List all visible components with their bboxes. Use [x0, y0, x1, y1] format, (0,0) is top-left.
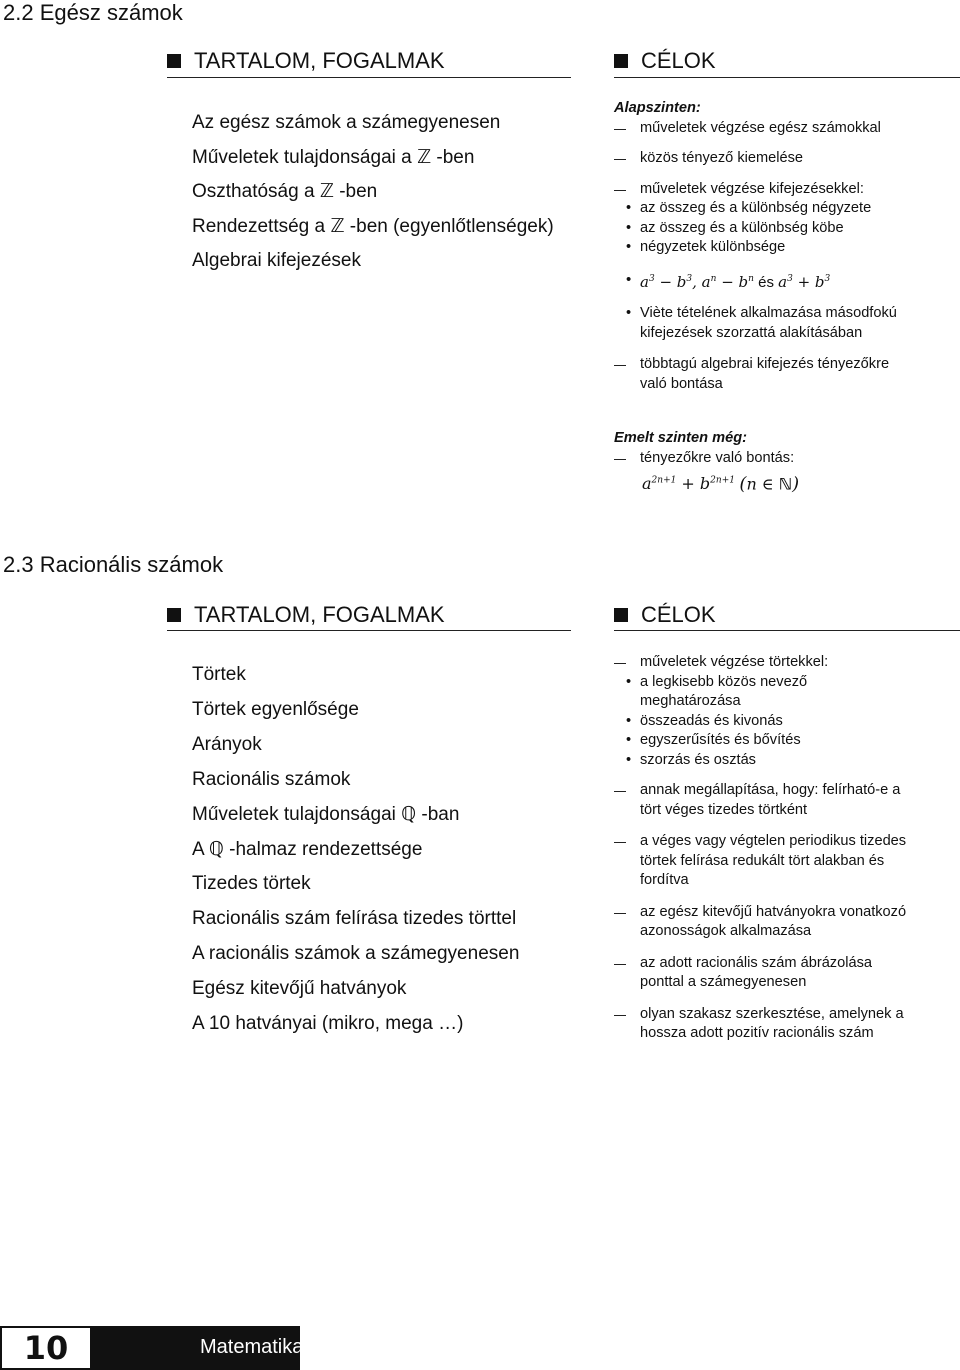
page-number: 10 — [0, 1326, 92, 1370]
content-heading — [167, 602, 445, 628]
goal-item: tényezőkre való bontás: — [614, 449, 960, 469]
goals-heading-text: CÉLOK — [641, 602, 716, 627]
goals-list — [614, 99, 960, 495]
subject-label: Matematika — [200, 1336, 304, 1358]
divider — [614, 77, 960, 78]
content-heading-text: TARTALOM, FOGALMAK — [194, 602, 445, 627]
list-item: Műveletek tulajdonságai a ℤ -ben — [192, 146, 475, 168]
sub-item-continued: kifejezések szorzattá alakításában — [640, 324, 863, 341]
goal-item: a véges vagy végtelen periodikus tizedes — [614, 832, 960, 852]
goals-heading — [614, 48, 716, 74]
list-item: Arányok — [192, 733, 262, 755]
list-item: A ℚ -halmaz rendezettsége — [192, 838, 423, 860]
goal-item-continued: tört véges tizedes törtként — [640, 801, 808, 818]
sub-item: • az összeg és a különbség négyzete — [626, 199, 960, 219]
section-title: 2.2 Egész számok — [3, 0, 183, 25]
content-heading-text: TARTALOM, FOGALMAK — [194, 48, 445, 73]
sub-item: • négyzetek különbsége — [626, 238, 960, 258]
goal-item: az egész kitevőjű hatványokra vonatkozó — [614, 903, 960, 923]
formula-item: $a^{2n+1} + b^{2n+1}$ (n ∈ ℕ) — [642, 473, 800, 495]
sub-item: • egyszerűsítés és bővítés — [626, 731, 960, 751]
square-bullet-icon — [167, 608, 181, 622]
divider — [167, 77, 571, 78]
list-item: Rendezettség a ℤ -ben (egyenlőtlenségek) — [192, 215, 554, 237]
sub-item-continued: meghatározása — [640, 693, 741, 709]
formula-item — [626, 270, 960, 293]
level-label: Alapszinten: — [614, 100, 701, 116]
sub-item: • a legkisebb közös nevező — [626, 673, 960, 693]
list-item: Oszthatóság a ℤ -ben — [192, 181, 378, 203]
goal-item-continued: törtek felírása redukált tört alakban és — [640, 852, 885, 869]
goal-item: az adott racionális szám ábrázolása — [614, 954, 960, 974]
goal-item: annak megállapítása, hogy: felírható-e a — [614, 781, 960, 801]
divider — [614, 630, 960, 631]
sub-item: • az összeg és a különbség köbe — [626, 219, 960, 239]
square-bullet-icon — [614, 54, 628, 68]
list-item: Racionális szám felírása tizedes törttel — [192, 908, 517, 930]
formula-math: $a^3 + b^3$ — [778, 272, 831, 291]
content-list — [192, 106, 554, 279]
goal-item: többtagú algebrai kifejezés tényezőkre — [614, 355, 960, 375]
goal-item: műveletek végzése kifejezésekkel: — [614, 180, 960, 200]
formula-math: $a^3 - b^3$, $a^n - b^n$ — [640, 272, 754, 291]
section-title: 2.3 Racionális számok — [3, 552, 224, 577]
goal-item-continued: ponttal a számegyenesen — [640, 974, 807, 990]
sub-item: • szorzás és osztás — [626, 751, 960, 771]
list-item: Racionális számok — [192, 768, 351, 790]
formula-text: és — [758, 273, 774, 291]
goals-heading — [614, 602, 716, 628]
square-bullet-icon — [167, 54, 181, 68]
content-list — [192, 658, 519, 1042]
goal-item: műveletek végzése egész számokkal — [614, 119, 960, 139]
goal-item: közös tényező kiemelése — [614, 149, 960, 169]
goal-item-continued: fordítva — [640, 872, 689, 888]
list-item: Az egész számok a számegyenesen — [192, 112, 501, 133]
goal-item-continued: hossza adott pozitív racionális szám — [640, 1025, 874, 1041]
list-item: A racionális számok a számegyenesen — [192, 943, 520, 965]
divider — [167, 630, 571, 631]
list-item: A 10 hatványai (mikro, mega …) — [192, 1013, 464, 1035]
goal-item-continued: azonosságok alkalmazása — [640, 923, 812, 939]
square-bullet-icon — [614, 608, 628, 622]
goals-heading-text: CÉLOK — [641, 48, 716, 73]
list-item: Tizedes törtek — [192, 873, 311, 895]
goal-item: olyan szakasz szerkesztése, amelynek a — [614, 1005, 960, 1025]
goals-list — [614, 653, 960, 1044]
level-label: Emelt szinten még: — [614, 430, 747, 446]
sub-item: • összeadás és kivonás — [626, 712, 960, 732]
list-item: Algebrai kifejezések — [192, 250, 361, 272]
list-item: Műveletek tulajdonságai ℚ -ban — [192, 803, 460, 825]
goal-item: műveletek végzése törtekkel: — [614, 653, 960, 673]
list-item: Törtek egyenlősége — [192, 698, 359, 720]
list-item: Egész kitevőjű hatványok — [192, 978, 407, 1000]
sub-item: • Viète tételének alkalmazása másodfokú — [626, 304, 960, 324]
content-heading — [167, 48, 445, 74]
goal-item-continued: való bontása — [640, 375, 723, 392]
list-item: Törtek — [192, 664, 246, 685]
